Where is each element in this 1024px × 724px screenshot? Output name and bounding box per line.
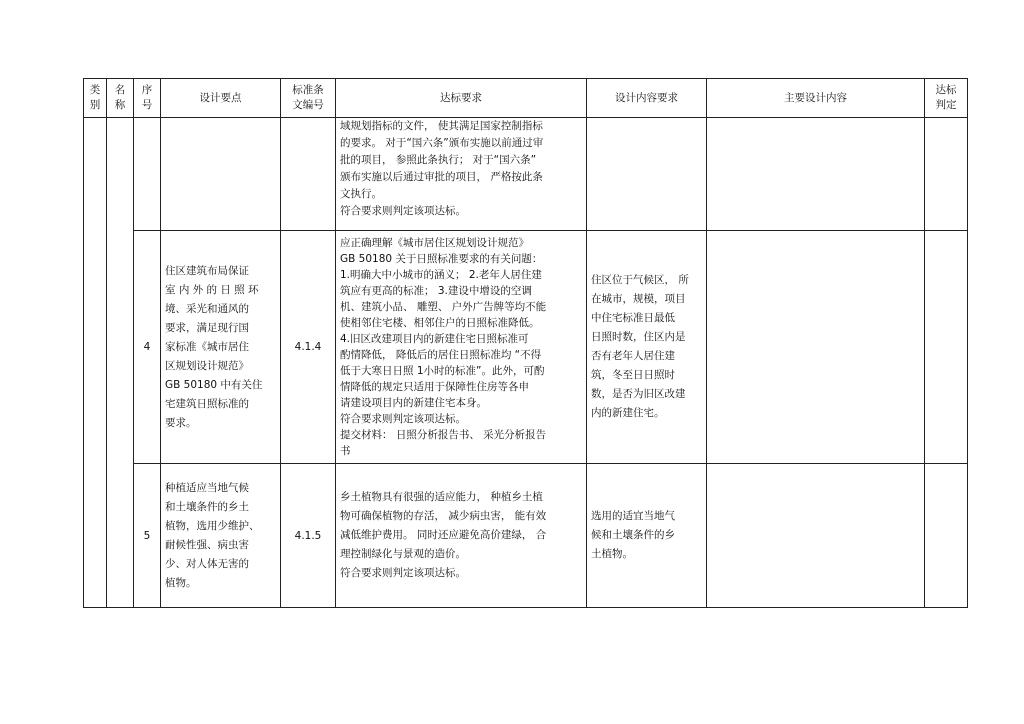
content-requirement-cell: 住区位于气候区， 所 在城市，规模，项目 中住宅标准日最低 日照时数，住区内是 否有老年人居住建 筑，冬至日日照时 数，是否为旧区改建 内的新建住宅。: [587, 231, 707, 464]
design-point-cell: 种植适应当地气候 和土壤条件的乡土 植物，选用少维护、 耐候性强、病虫害 少、对人体无害的 植物。: [161, 464, 281, 608]
seq-cell: 4: [134, 231, 161, 464]
header-requirement: 达标要求: [336, 79, 587, 118]
header-clause: 标准条 文编号: [281, 79, 336, 118]
table-row: [84, 118, 968, 231]
main-content-cell: [707, 231, 925, 464]
header-judgement: 达标 判定: [925, 79, 968, 118]
design-point-cell: 住区建筑布局保证 室 内 外 的 日 照 环 境、采光和通风的 要求，满足现行国 家标准《城市居住 区规划设计规范》 GB 50180 中有关住 宅建筑日照标准的 要求。: [161, 231, 281, 464]
clause-cell: 4.1.5: [281, 464, 336, 608]
main-content-cell: [707, 464, 925, 608]
clause-cell: [281, 118, 336, 231]
category-cell: [84, 118, 107, 608]
requirement-cell: 应正确理解《城市居住区规划设计规范》 GB 50180 关于日照标准要求的有关问题： 1.明确大中小城市的涵义； 2.老年人居住建 筑应有更高的标准； 3.建设中增设的空调 机、建筑小品、 雕塑、 户外广告牌等均不能 使相邻住宅楼、相邻住户的日照标准降低。 4.旧区改建项目内的新建住宅日照标准可 酌情降低， 降低后的居住日照标准均 “不得 低于大寒日日照 1小时的标准”。此外，可酌 情降低的规定只适用于保障性住房等各申 请建设项目内的新建住宅本身。 符合要求则判定该项达标。 提交材料： 日照分析报告书、 采光分析报告 书: [336, 231, 587, 464]
header-category: 类 别: [84, 79, 107, 118]
header-design-point: 设计要点: [161, 79, 281, 118]
judgement-cell: [925, 118, 968, 231]
header-main-content: 主要设计内容: [707, 79, 925, 118]
content-requirement-cell: [587, 118, 707, 231]
header-name: 名 称: [107, 79, 134, 118]
seq-cell: [134, 118, 161, 231]
header-row: [84, 79, 968, 118]
design-checklist-table: [83, 78, 968, 608]
content-requirement-cell: 选用的适宜当地气 候和土壤条件的乡 土植物。: [587, 464, 707, 608]
name-cell: [107, 118, 134, 608]
judgement-cell: [925, 464, 968, 608]
table-row: [84, 464, 968, 608]
judgement-cell: [925, 231, 968, 464]
clause-cell: 4.1.4: [281, 231, 336, 464]
requirement-cell: 乡土植物具有很强的适应能力， 种植乡土植 物可确保植物的存活， 减少病虫害， 能有效 减低维护费用。 同时还应避免高价建绿， 合 理控制绿化与景观的造价。 符合要求则判定该项达标。: [336, 464, 587, 608]
header-content-requirement: 设计内容要求: [587, 79, 707, 118]
main-content-cell: [707, 118, 925, 231]
design-point-cell: [161, 118, 281, 231]
requirement-cell: 域规划指标的文件， 使其满足国家控制指标 的要求。 对于“国六条”颁布实施以前通过审 批的项目， 参照此条执行； 对于“国六条” 颁布实施以后通过审批的项目， 严格按此条 文执行。 符合要求则判定该项达标。: [336, 118, 587, 231]
seq-cell: 5: [134, 464, 161, 608]
table-row: [84, 231, 968, 464]
header-seq: 序 号: [134, 79, 161, 118]
